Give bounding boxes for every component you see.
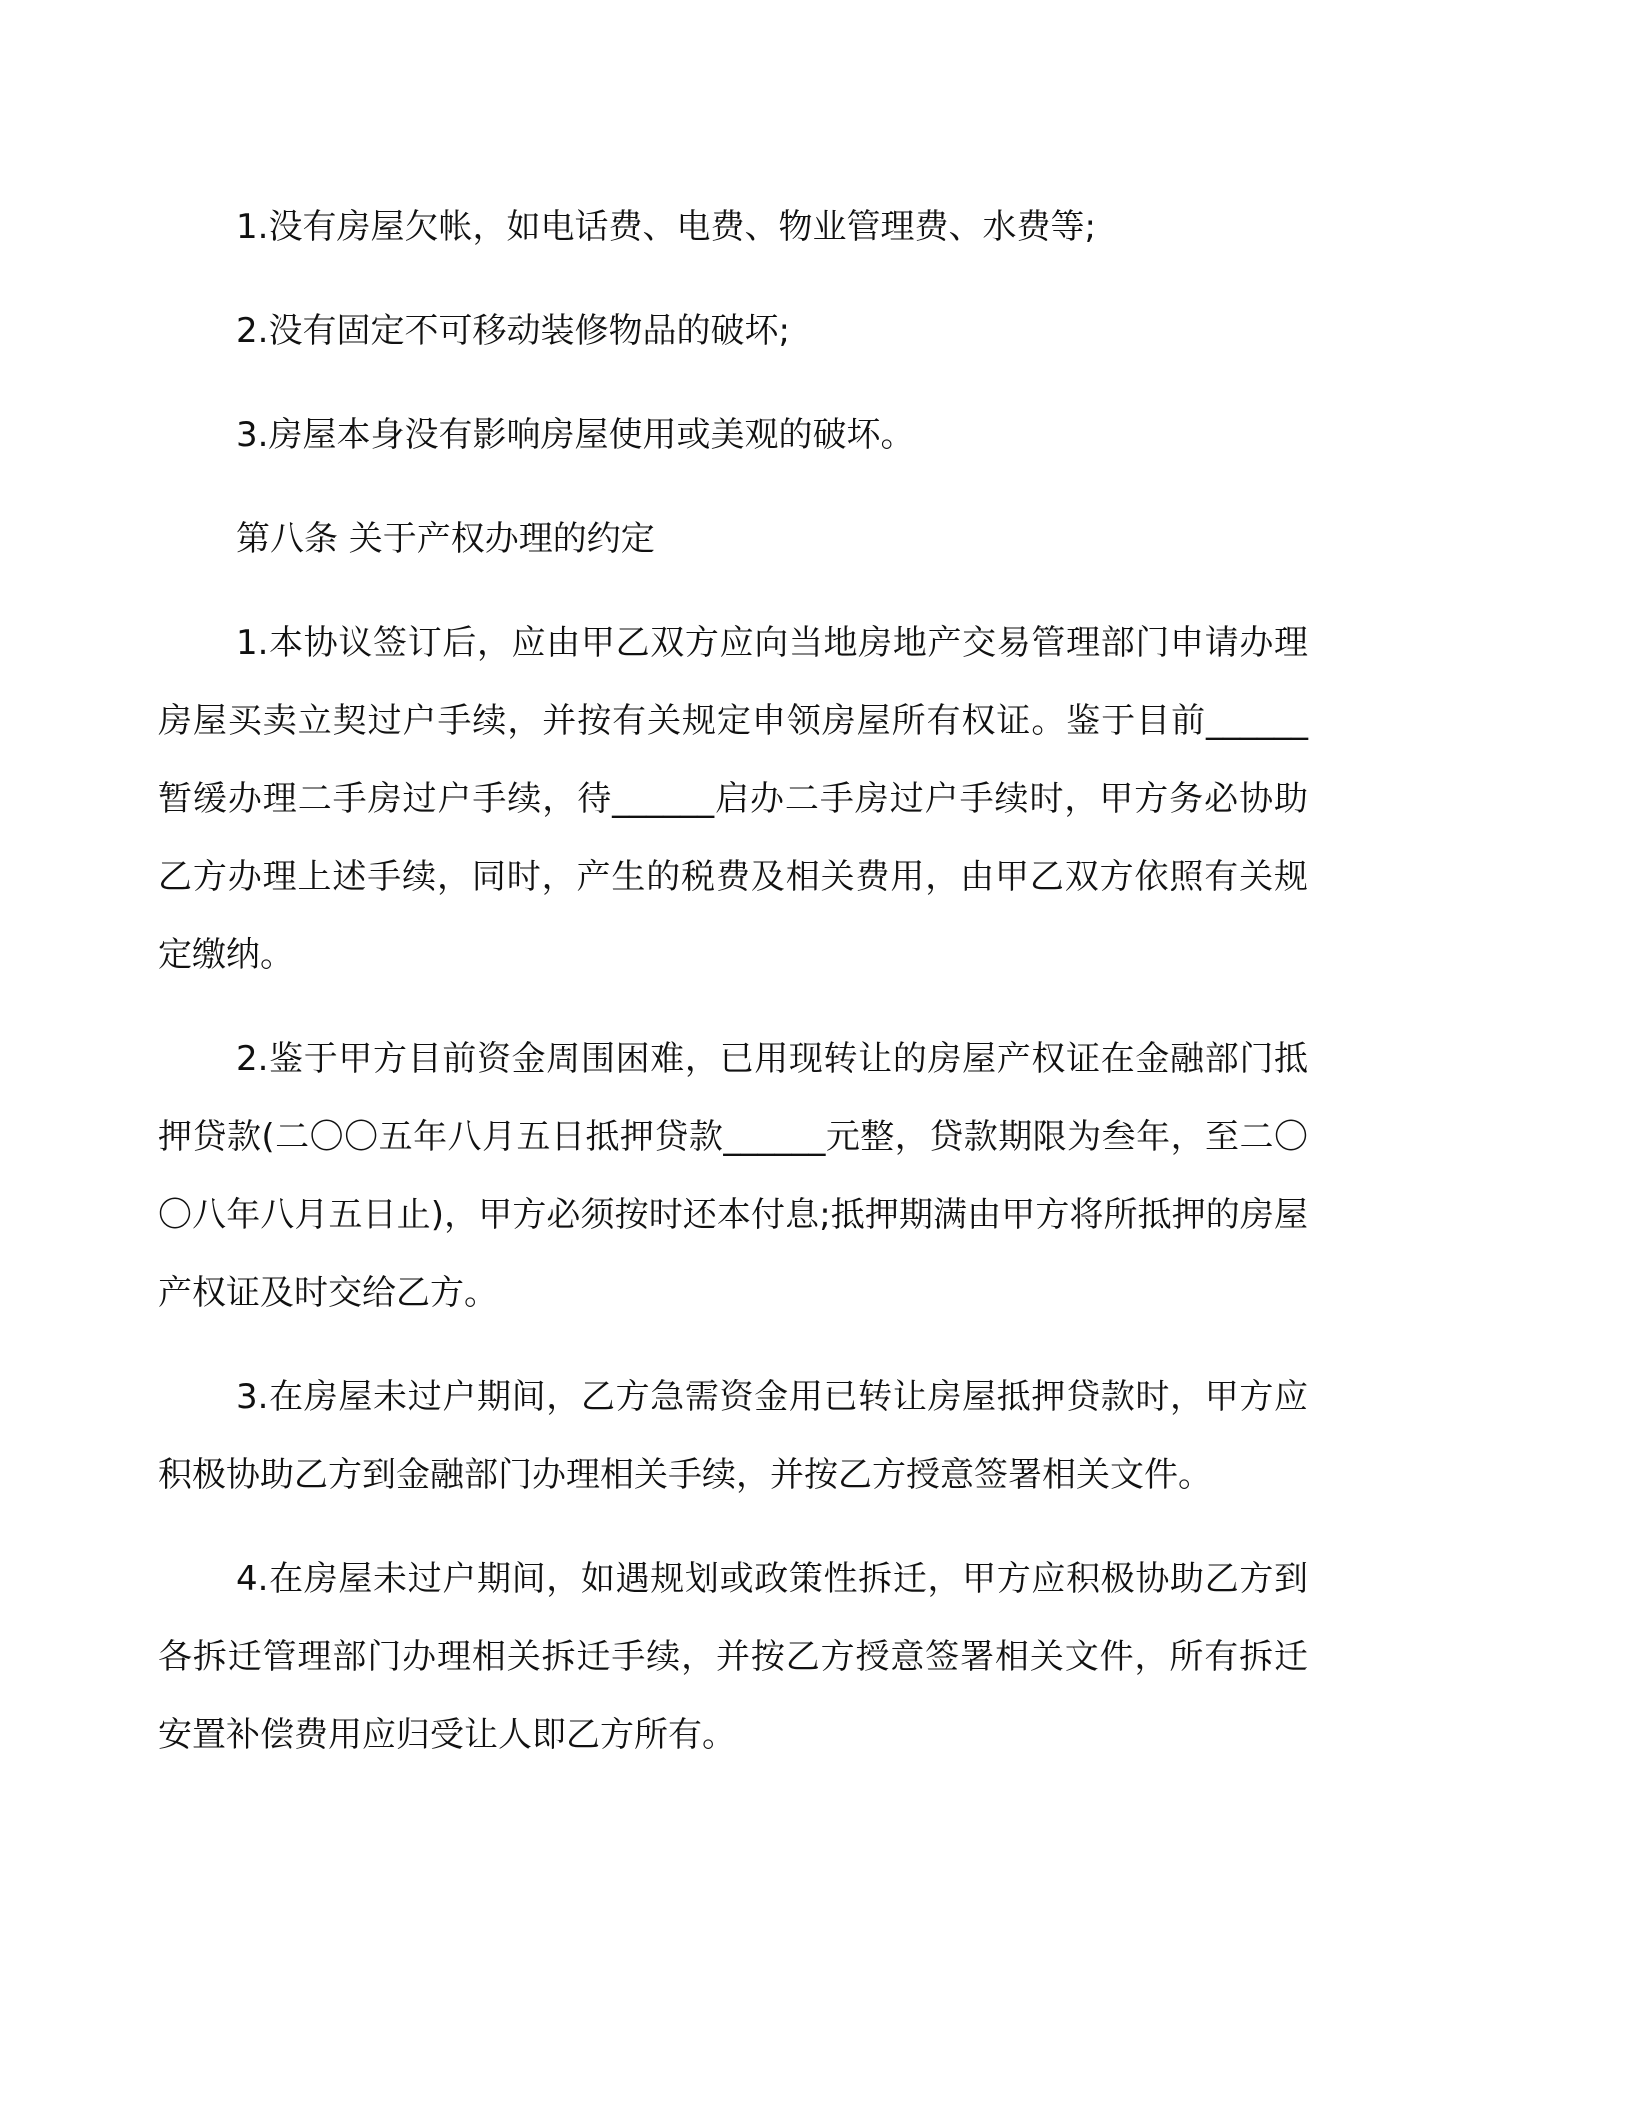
clauses-section [158, 604, 1308, 1800]
article-heading: 第八条 关于产权办理的约定 [236, 519, 655, 559]
list-item: 2.没有固定不可移动装修物品的破坏; [236, 311, 790, 351]
list-item: 1.没有房屋欠帐，如电话费、电费、物业管理费、水费等; [236, 207, 1096, 247]
clause-paragraph: 1.本协议签订后，应由甲乙双方应向当地房地产交易管理部门申请办理房屋买卖立契过户手续，并按有关规定申领房屋所有权证。鉴于目前______暂缓办理二手房过户手续，待______启办二手房过户手续时，甲方务必协助乙方办理上述手续，同时，产生的税费及相关费用，由甲乙双方依照有关规定缴纳。 [158, 623, 1308, 975]
list-item: 3.房屋本身没有影响房屋使用或美观的破坏。 [236, 415, 915, 455]
clause-paragraph: 2.鉴于甲方目前资金周围困难，已用现转让的房屋产权证在金融部门抵押贷款(二〇〇五年八月五日抵押贷款______元整，贷款期限为叁年，至二〇〇八年八月五日止)，甲方必须按时还本付息;抵押期满由甲方将所抵押的房屋产权证及时交给乙方。 [158, 1039, 1308, 1313]
clause-paragraph: 3.在房屋未过户期间，乙方急需资金用已转让房屋抵押贷款时，甲方应积极协助乙方到金融部门办理相关手续，并按乙方授意签署相关文件。 [158, 1377, 1308, 1495]
clause-paragraph: 4.在房屋未过户期间，如遇规划或政策性拆迁，甲方应积极协助乙方到各拆迁管理部门办理相关拆迁手续，并按乙方授意签署相关文件，所有拆迁安置补偿费用应归受让人即乙方所有。 [158, 1559, 1308, 1755]
